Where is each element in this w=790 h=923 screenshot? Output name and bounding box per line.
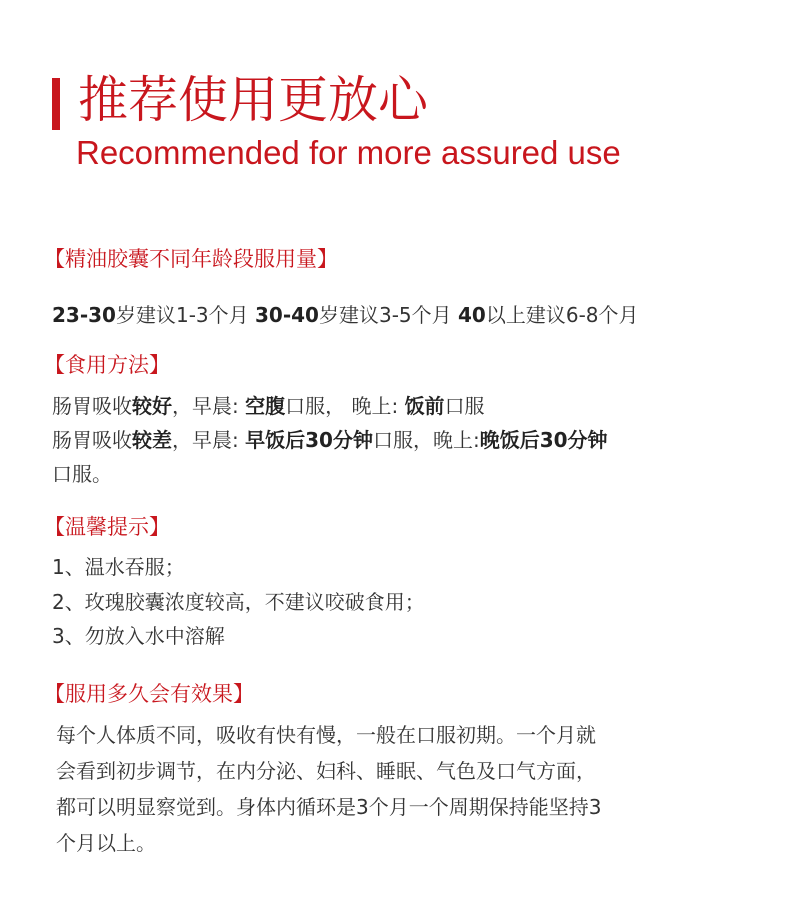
page-title: 推荐使用更放心 [78,71,428,129]
usage-emphasis: 较差 [132,428,172,452]
usage-text: 口服 [444,394,485,418]
title-accent-bar [52,78,60,130]
dosage-line [52,300,639,330]
usage-emphasis: 较好 [132,394,172,418]
usage-text: ，早晨: [172,428,246,452]
page-subtitle: Recommended for more assured use [76,134,621,171]
dosage-text-3: 以上建议6-8个月 [485,303,639,327]
tip-item-2: 2、玫瑰胶囊浓度较高，不建议咬破食用； [52,590,425,614]
dosage-text-2: 岁建议3-5个月 [318,303,458,327]
usage-emphasis: 晚饭后30分钟 [479,428,608,452]
age-range-2: 30-40 [255,303,319,327]
usage-emphasis: 早饭后30分钟 [245,428,373,452]
age-range-3: 40 [458,303,486,327]
usage-text: 肠胃吸收 [52,394,132,418]
section-title-tips: 【温馨提示】 [44,515,170,539]
effect-line-3: 都可以明显察觉到。身体内循环是3个月一个周期保持能坚持3 [56,795,602,819]
usage-line-2 [52,425,608,455]
tip-item-1: 1、温水吞服； [52,555,185,579]
usage-text: 肠胃吸收 [52,428,132,452]
usage-emphasis: 空腹 [245,394,286,418]
section-title-effect: 【服用多久会有效果】 [44,682,254,706]
usage-line-1 [52,391,485,421]
effect-line-4: 个月以上。 [56,831,156,855]
dosage-text-1: 岁建议1-3个月 [115,303,255,327]
usage-text: 口服，晚上: [372,428,480,452]
effect-line-1: 每个人体质不同，吸收有快有慢，一般在口服初期。一个月就 [56,723,596,747]
effect-line-2: 会看到初步调节，在内分泌、妇科、睡眠、气色及口气方面， [56,759,596,783]
section-title-dosage: 【精油胶囊不同年龄段服用量】 [44,247,338,271]
usage-line-3: 口服。 [52,462,112,486]
tip-item-3: 3、勿放入水中溶解 [52,624,225,648]
usage-text: 口服， 晚上: [285,394,405,418]
section-title-usage: 【食用方法】 [44,353,170,377]
usage-emphasis: 饭前 [404,394,445,418]
age-range-1: 23-30 [52,303,116,327]
usage-text: ，早晨: [172,394,246,418]
